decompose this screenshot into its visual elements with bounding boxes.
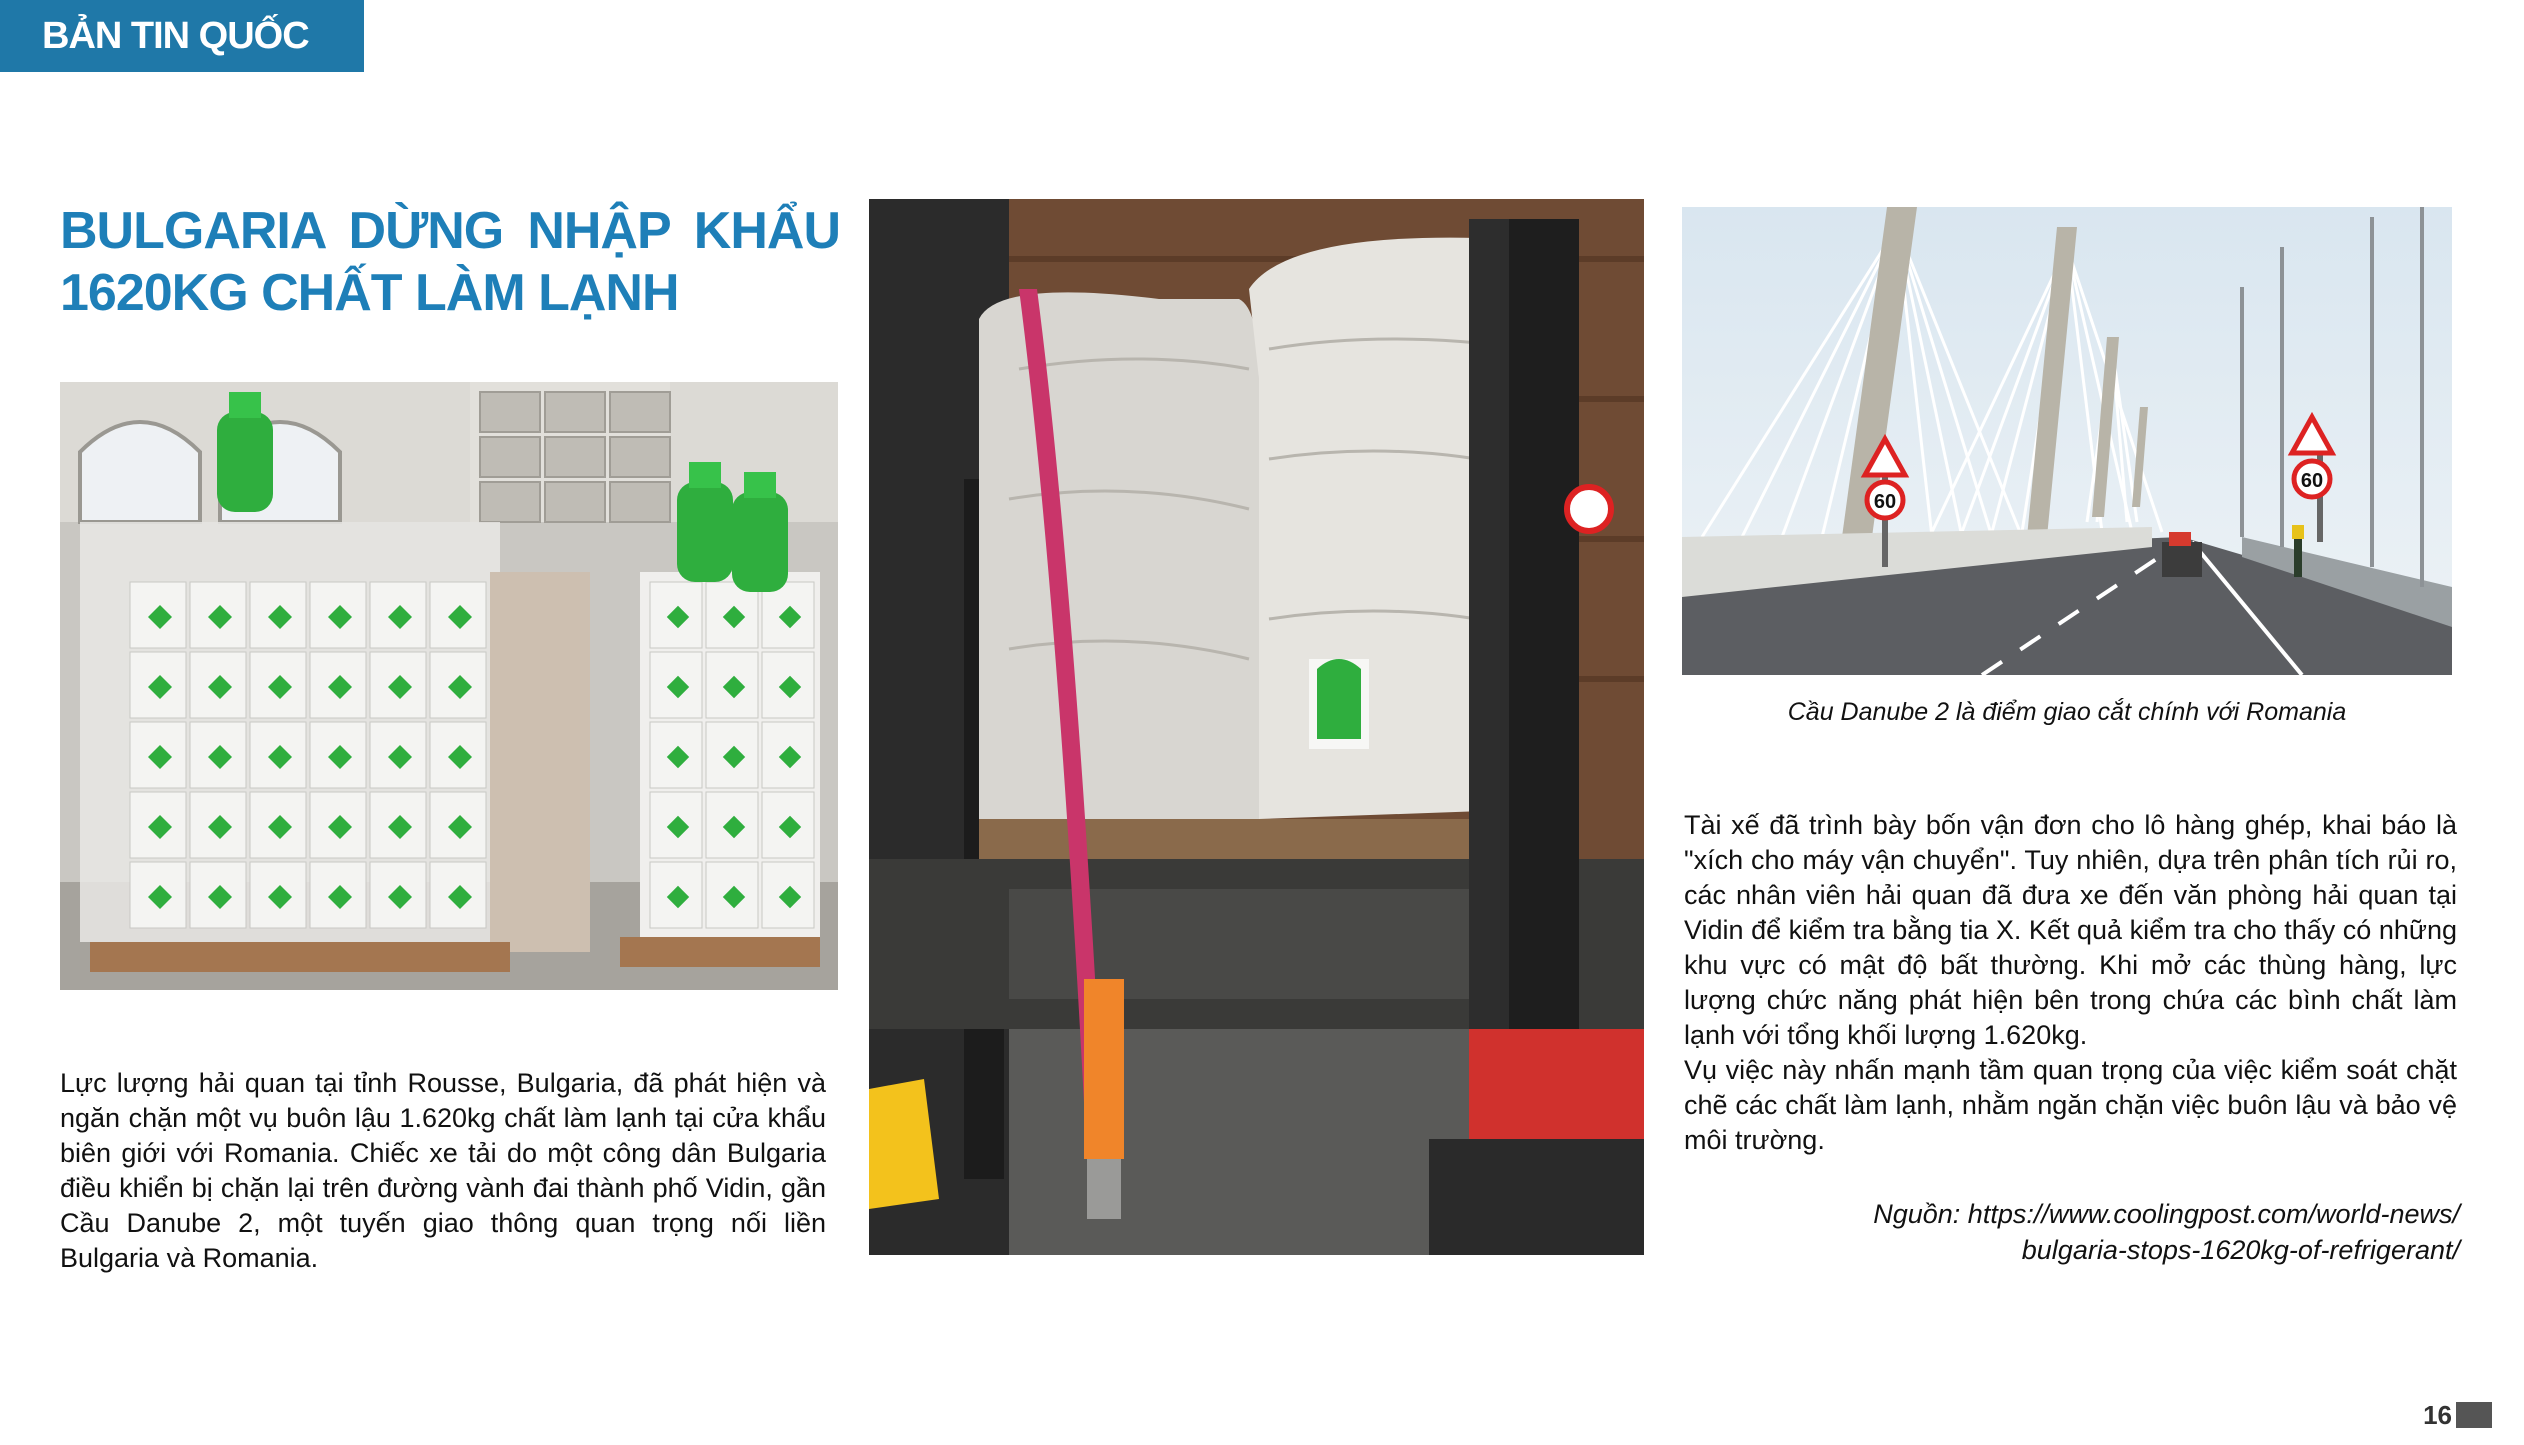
headline-line-2: 1620KG CHẤT LÀM LẠNH (60, 264, 679, 322)
page-number (2423, 1398, 2492, 1432)
source-citation (1760, 1196, 2460, 1268)
speed-sign-left: 60 (1873, 491, 1897, 513)
source-line-2: bulgaria-stops-1620kg-of-refrigerant/ (2021, 1235, 2460, 1265)
body-paragraph-2: Vụ việc này nhấn mạnh tầm quan trọng của việc kiểm soát chặt chẽ các chất làm lạnh, nhằm ngăn chặn việc buôn lậu và bảo vệ môi trường. (1684, 1055, 2457, 1155)
body-paragraph-1: Tài xế đã trình bày bốn vận đơn cho lô hàng ghép, khai báo là "xích cho máy vận chuyển". Tuy nhiên, dựa trên phân tích rủi ro, các nhân viên hải quan đã đưa xe đến văn phòng hải quan tại Vidin để kiểm tra bằng tia X. Kết quả kiểm tra cho thấy có những khu vực có mật độ bất thường. Khi mở các thùng hàng, lực lượng chức năng phát hiện bên trong chứa các bình chất làm lạnh với tổng khối lượng 1.620kg. (1684, 810, 2457, 1050)
body-text-left: Lực lượng hải quan tại tỉnh Rousse, Bulgaria, đã phát hiện và ngăn chặn một vụ buôn lậu 1.620kg chất làm lạnh tại cửa khẩu biên giới với Romania. Chiếc xe tải do một công dân Bulgaria điều khiển bị chặn lại trên đường vành đai thành phố Vidin, gần Cầu Danube 2, một tuyến giao thông quan trọng nối liền Bulgaria và Romania. (60, 1068, 826, 1273)
page-number-value: 16 (2423, 1399, 2452, 1430)
page-number-bar (2456, 1402, 2492, 1428)
source-line-1: Nguồn: https://www.coolingpost.com/world-news/ (1873, 1199, 2460, 1229)
photo-caption: Cầu Danube 2 là điểm giao cắt chính với Romania (1787, 698, 2347, 726)
headline-line-1: BULGARIA DỪNG NHẬP KHẨU (60, 202, 840, 260)
speed-sign-right: 60 (2300, 470, 2324, 492)
photo-danube-bridge (1682, 207, 2452, 675)
headline (60, 200, 840, 324)
photo-truck-cargo (869, 199, 1644, 1255)
body-text-right (1684, 808, 2457, 1158)
photo-refrigerant-boxes (60, 382, 838, 990)
section-tag: BẢN TIN QUỐC TẾ (0, 0, 364, 72)
